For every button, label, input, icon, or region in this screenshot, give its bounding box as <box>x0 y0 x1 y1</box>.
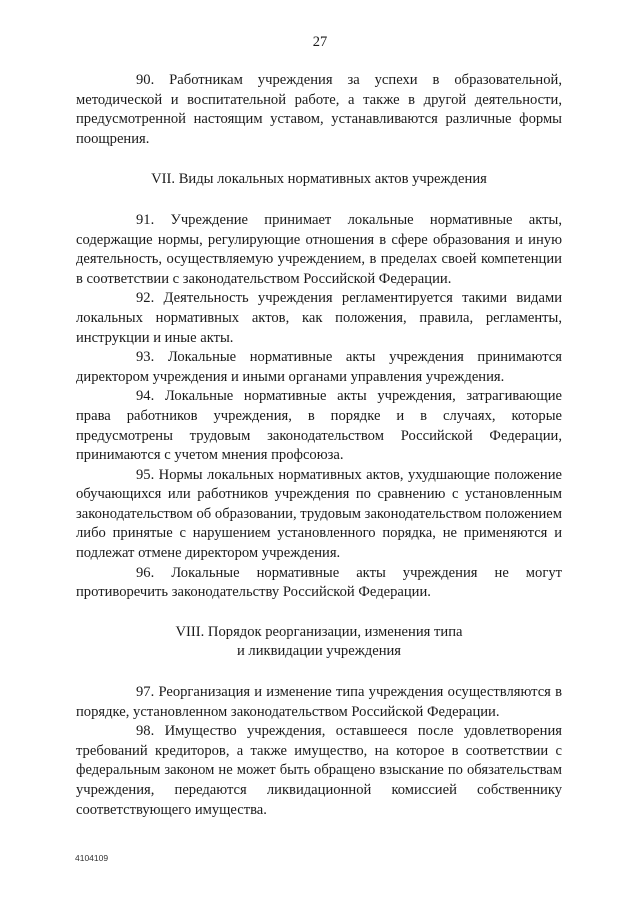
paragraph-97: 97. Реорганизация и изменение типа учреждения осуществляются в порядке, установленном законодательством Российской Федерации. <box>76 684 562 720</box>
paragraph-93: 93. Локальные нормативные акты учреждения принимаются директором учреждения и иными органами управления учреждения. <box>76 349 562 385</box>
document-code: 4104109 <box>75 853 109 863</box>
paragraph-95: 95. Нормы локальных нормативных актов, ухудшающие положение обучающихся или работников учреждения по сравнению с установленным законодательством об образовании, трудовым законодательством положением либо принятые с нарушением установленного порядка, не применяются и подлежат отмене директором учреждения. <box>76 466 562 562</box>
section-8-heading <box>76 623 562 662</box>
section-8-heading-line-1: VIII. Порядок реорганизации, изменения типа <box>175 623 463 640</box>
paragraph-98: 98. Имущество учреждения, оставшееся после удовлетворения требований кредиторов, а также имущество, на которое в соответствии с федеральным законом не может быть обращено взыскание по обязательствам учреждения, передаются ликвидационной комиссией собственнику соответствующего имущества. <box>76 723 562 818</box>
paragraph-92: 92. Деятельность учреждения регламентируется такими видами локальных нормативных актов, как положения, правила, регламенты, инструкции и иные акты. <box>76 290 562 346</box>
section-7-heading: VII. Виды локальных нормативных актов учреждения <box>151 171 487 188</box>
paragraph-90: 90. Работникам учреждения за успехи в образовательной, методической и воспитательной работе, а также в другой деятельности, предусмотренной настоящим уставом, устанавливаются различные формы поощрения. <box>76 72 562 147</box>
paragraph-94: 94. Локальные нормативные акты учреждения, затрагивающие права работников учреждения, в порядке и в случаях, которые предусмотрены трудовым законодательством Российской Федерации, принимаются с учетом мнения профсоюза. <box>76 388 562 464</box>
document-body <box>76 71 562 820</box>
paragraph-96: 96. Локальные нормативные акты учреждения не могут противоречить законодательству Российской Федерации. <box>76 564 562 601</box>
page-number: 27 <box>312 34 328 50</box>
paragraph-91: 91. Учреждение принимает локальные нормативные акты, содержащие нормы, регулирующие отношения в сфере образования и иную деятельность, осуществляемую учреждением, в пределах своей компетенции в соответствии с законодательством Российской Федерации. <box>76 211 562 287</box>
section-8-heading-line-2: и ликвидации учреждения <box>236 643 402 660</box>
